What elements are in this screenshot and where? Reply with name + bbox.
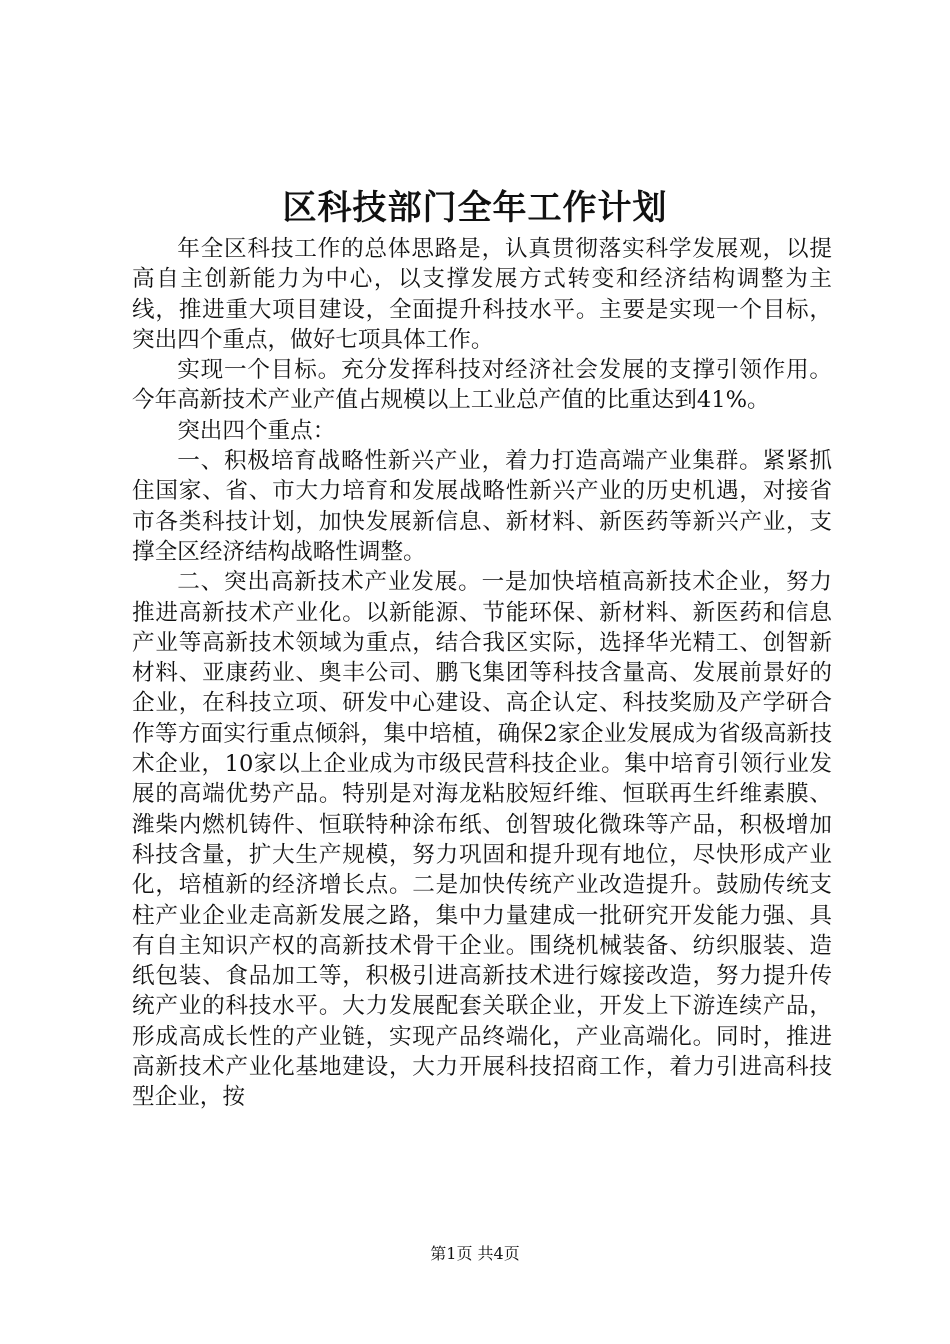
document-title: 区科技部门全年工作计划 (282, 188, 668, 228)
paragraph: 突出四个重点： (177, 417, 336, 444)
paragraph: 年全区科技工作的总体思路是，认真贯彻落实科学发展观，以提高自主创新能力为中心，以支撑发展方式转变和经济结构调整为主线，推进重大项目建设，全面提升科技水平。主要是实现一个目标，突出四个重点，做好七项具体工作。 (132, 236, 832, 353)
paragraph: 实现一个目标。充分发挥科技对经济社会发展的支撑引领作用。今年高新技术产业产值占规模以上工业总产值的比重达到41%。 (132, 357, 832, 414)
paragraph: 二、突出高新技术产业发展。一是加快培植高新技术企业，努力推进高新技术产业化。以新能源、节能环保、新材料、新医药和信息产业等高新技术领域为重点，结合我区实际，选择华光精工、创智新材料、亚康药业、奥丰公司、鹏飞集团等科技含量高、发展前景好的企业，在科技立项、研发中心建设、高企认定、科技奖励及产学研合作等方面实行重点倾斜，集中培植，确保2家企业发展成为省级高新技术企业，10家以上企业成为市级民营科技企业。集中培育引领行业发展的高端优势产品。特别是对海龙粘胶短纤维、恒联再生纤维素膜、潍柴内燃机铸件、恒联特种涂布纸、创智玻化微珠等产品，积极增加科技含量，扩大生产规模，努力巩固和提升现有地位，尽快形成产业化，培植新的经济增长点。二是加快传统产业改造提升。鼓励传统支柱产业企业走高新发展之路，集中力量建成一批研究开发能力强、具有自主知识产权的高新技术骨干企业。围绕机械装备、纺织服装、造纸包装、食品加工等，积极引进高新技术进行嫁接改造，努力提升传统产业的科技水平。大力发展配套关联企业，开发上下游连续产品，形成高成长性的产业链，实现产品终端化，产业高端化。同时，推进高新技术产业化基地建设，大力开展科技招商工作，着力引进高科技型企业，按 (132, 569, 832, 1111)
paragraph: 一、积极培育战略性新兴产业，着力打造高端产业集群。紧紧抓住国家、省、市大力培育和发展战略性新兴产业的历史机遇，对接省市各类科技计划，加快发展新信息、新材料、新医药等新兴产业，支撑全区经济结构战略性调整。 (132, 448, 832, 565)
document-body (132, 234, 832, 1113)
page-number-footer: 第1页 共4页 (430, 1244, 520, 1263)
